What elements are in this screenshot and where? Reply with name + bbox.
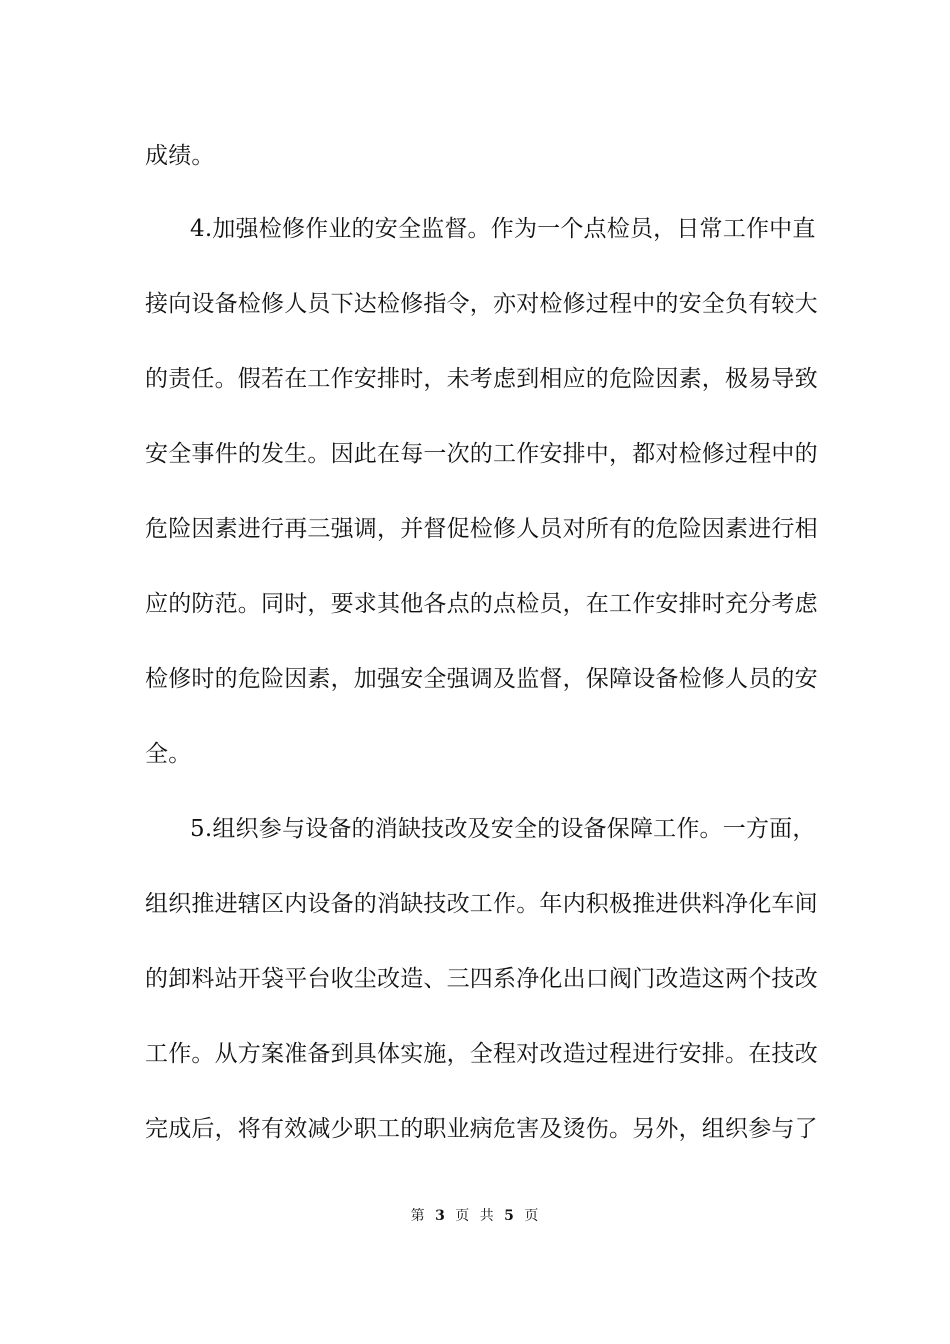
text-line-4: 的责任。假若在工作安排时，未考虑到相应的危险因素，极易导致	[145, 366, 818, 392]
footer-page-word: 页	[455, 1208, 471, 1224]
text-line-11: 组织推进辖区内设备的消缺技改工作。年内积极推进供料净化车间	[145, 891, 818, 917]
text-line-14: 完成后，将有效减少职工的职业病危害及烫伤。另外，组织参与了	[145, 1116, 818, 1142]
footer-total-word: 共	[479, 1208, 495, 1224]
text-line-10: 5.组织参与设备的消缺技改及安全的设备保障工作。一方面，	[190, 816, 816, 842]
text-line-7: 应的防范。同时，要求其他各点的点检员，在工作安排时充分考虑	[145, 591, 818, 617]
text-line-3: 接向设备检修人员下达检修指令，亦对检修过程中的安全负有较大	[145, 291, 818, 317]
footer-current-page: 3	[435, 1208, 446, 1224]
page-footer	[0, 1207, 950, 1225]
text-line-1: 成绩。	[145, 143, 215, 169]
text-line-8: 检修时的危险因素，加强安全强调及监督，保障设备检修人员的安	[145, 666, 818, 692]
footer-prefix: 第	[410, 1208, 426, 1224]
text-line-5: 安全事件的发生。因此在每一次的工作安排中，都对检修过程中的	[145, 441, 818, 467]
text-line-2: 4.加强检修作业的安全监督。作为一个点检员，日常工作中直	[190, 216, 816, 242]
text-line-12: 的卸料站开袋平台收尘改造、三四系净化出口阀门改造这两个技改	[145, 966, 818, 992]
footer-suffix: 页	[524, 1208, 540, 1224]
text-line-13: 工作。从方案准备到具体实施，全程对改造过程进行安排。在技改	[145, 1041, 818, 1067]
footer-total-pages: 5	[504, 1208, 515, 1224]
text-line-6: 危险因素进行再三强调，并督促检修人员对所有的危险因素进行相	[145, 516, 818, 542]
text-line-9: 全。	[145, 741, 192, 767]
